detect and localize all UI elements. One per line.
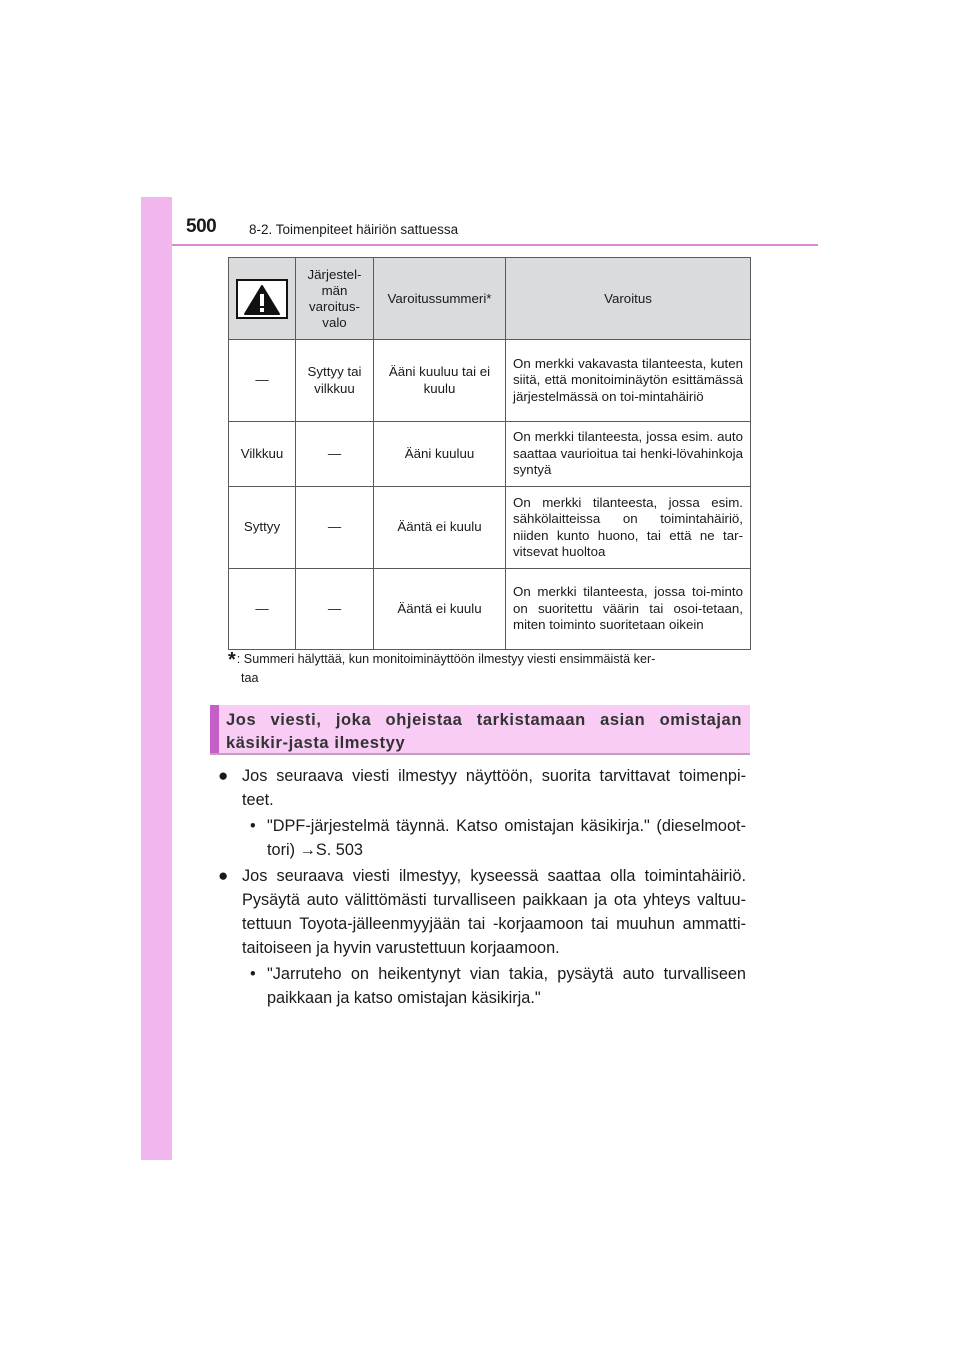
list-item: [218, 864, 746, 960]
sub-bullet-icon: •: [250, 817, 256, 835]
header-system-light: [296, 258, 374, 340]
icon-header-cell: [229, 258, 296, 340]
sub-bullet-icon: •: [250, 965, 256, 983]
header-buzzer: Varoitussummeri*: [374, 258, 506, 340]
footnote-text: : Summeri hälyttää, kun monitoiminäyttöön ilmestyy viesti ensimmäistä ker-: [236, 652, 656, 666]
table-row: [229, 422, 751, 487]
sub-list-item: [242, 962, 746, 1010]
cell-system-light: —: [229, 340, 296, 422]
bullet-text: Jos seuraava viesti ilmestyy näyttöön, suorita tarvittavat toimenpi-teet.: [242, 767, 746, 809]
sub-list-item: [242, 814, 746, 862]
footnote-text-cont: taa: [241, 671, 259, 685]
page-reference-text: S. 503: [315, 841, 363, 859]
page-reference[interactable]: [300, 841, 363, 859]
cell-warning: On merkki tilanteesta, jossa toi-minto on suoritettu väärin tai osoi-tetaan, miten toiminto suoritetaan oikein: [506, 569, 751, 650]
table-row: [229, 487, 751, 569]
table-footnote: [228, 650, 750, 687]
cell-warning: On merkki tilanteesta, jossa esim. sähkölaitteissa on toimintahäiriö, niiden kunto huono, tai että ne tar-vitsevat huoltoa: [506, 487, 751, 569]
warning-table: [228, 257, 751, 650]
subheading-text: Jos viesti, joka ohjeistaa tarkistamaan asian omistajan käsikir-jasta ilmestyy: [226, 711, 742, 752]
warning-triangle-icon: [236, 279, 288, 319]
cell-sound: Ääni kuuluu: [374, 422, 506, 487]
bullet-icon: ●: [218, 866, 229, 885]
subheading-accent-bar: [210, 705, 219, 753]
header-system-light-l2: män: [321, 282, 348, 298]
cell-warning: On merkki tilanteesta, jossa esim. auto saattaa vaurioitua tai henki-lövahinkoja syntyä: [506, 422, 751, 487]
header-system-light-l3: varoitus-: [309, 298, 360, 314]
cell-system-light: Vilkkuu: [229, 422, 296, 487]
header-system-light-l1: Järjestel-: [307, 266, 362, 282]
arrow-icon: →: [299, 841, 316, 859]
page-number: 500: [186, 216, 217, 237]
cell-buzzer: —: [296, 422, 374, 487]
section-title: 8-2. Toimenpiteet häiriön sattuessa: [249, 222, 459, 237]
header-warning: Varoitus: [506, 258, 751, 340]
bullet-text: Jos seuraava viesti ilmestyy, kyseessä saattaa olla toimintahäiriö. Pysäytä auto välittömästi turvalliseen paikkaan ja ota yhteys valtuu-tettuun Toyota-jälleenmyyjään tai -korjaamoon tai muuhun ammatti-taitoiseen ja hyvin varustettuun korjaamoon.: [242, 867, 746, 957]
cell-warning: On merkki vakavasta tilanteesta, kuten siitä, että monitoiminäytön esittämässä järjestelmässä on toi-mintahäiriö: [506, 340, 751, 422]
subheading-box: [210, 705, 750, 755]
table-row: [229, 340, 751, 422]
sub-bullet-text: "DPF-järjestelmä täynnä. Katso omistajan käsikirja." (dieselmoot-tori): [267, 817, 746, 859]
header-system-light-l4: valo: [322, 314, 347, 330]
cell-buzzer: Syttyy tai vilkkuu: [296, 340, 374, 422]
cell-sound: Ääntä ei kuulu: [374, 487, 506, 569]
footnote-marker: *: [228, 649, 236, 671]
cell-buzzer: —: [296, 569, 374, 650]
sub-bullet-text: "Jarruteho on heikentynyt vian takia, pysäytä auto turvalliseen paikkaan ja katso omistajan käsikirja.": [267, 965, 746, 1007]
table-row: [229, 569, 751, 650]
list-item: [218, 764, 746, 812]
body-text: [218, 764, 746, 1010]
cell-sound: Ääntä ei kuulu: [374, 569, 506, 650]
table-header-row: [229, 258, 751, 340]
bullet-icon: ●: [218, 766, 229, 785]
cell-buzzer: —: [296, 487, 374, 569]
cell-system-light: Syttyy: [229, 487, 296, 569]
cell-system-light: —: [229, 569, 296, 650]
cell-sound: Ääni kuuluu tai ei kuulu: [374, 340, 506, 422]
chapter-side-band: [141, 197, 172, 1160]
header-divider: [172, 244, 818, 246]
